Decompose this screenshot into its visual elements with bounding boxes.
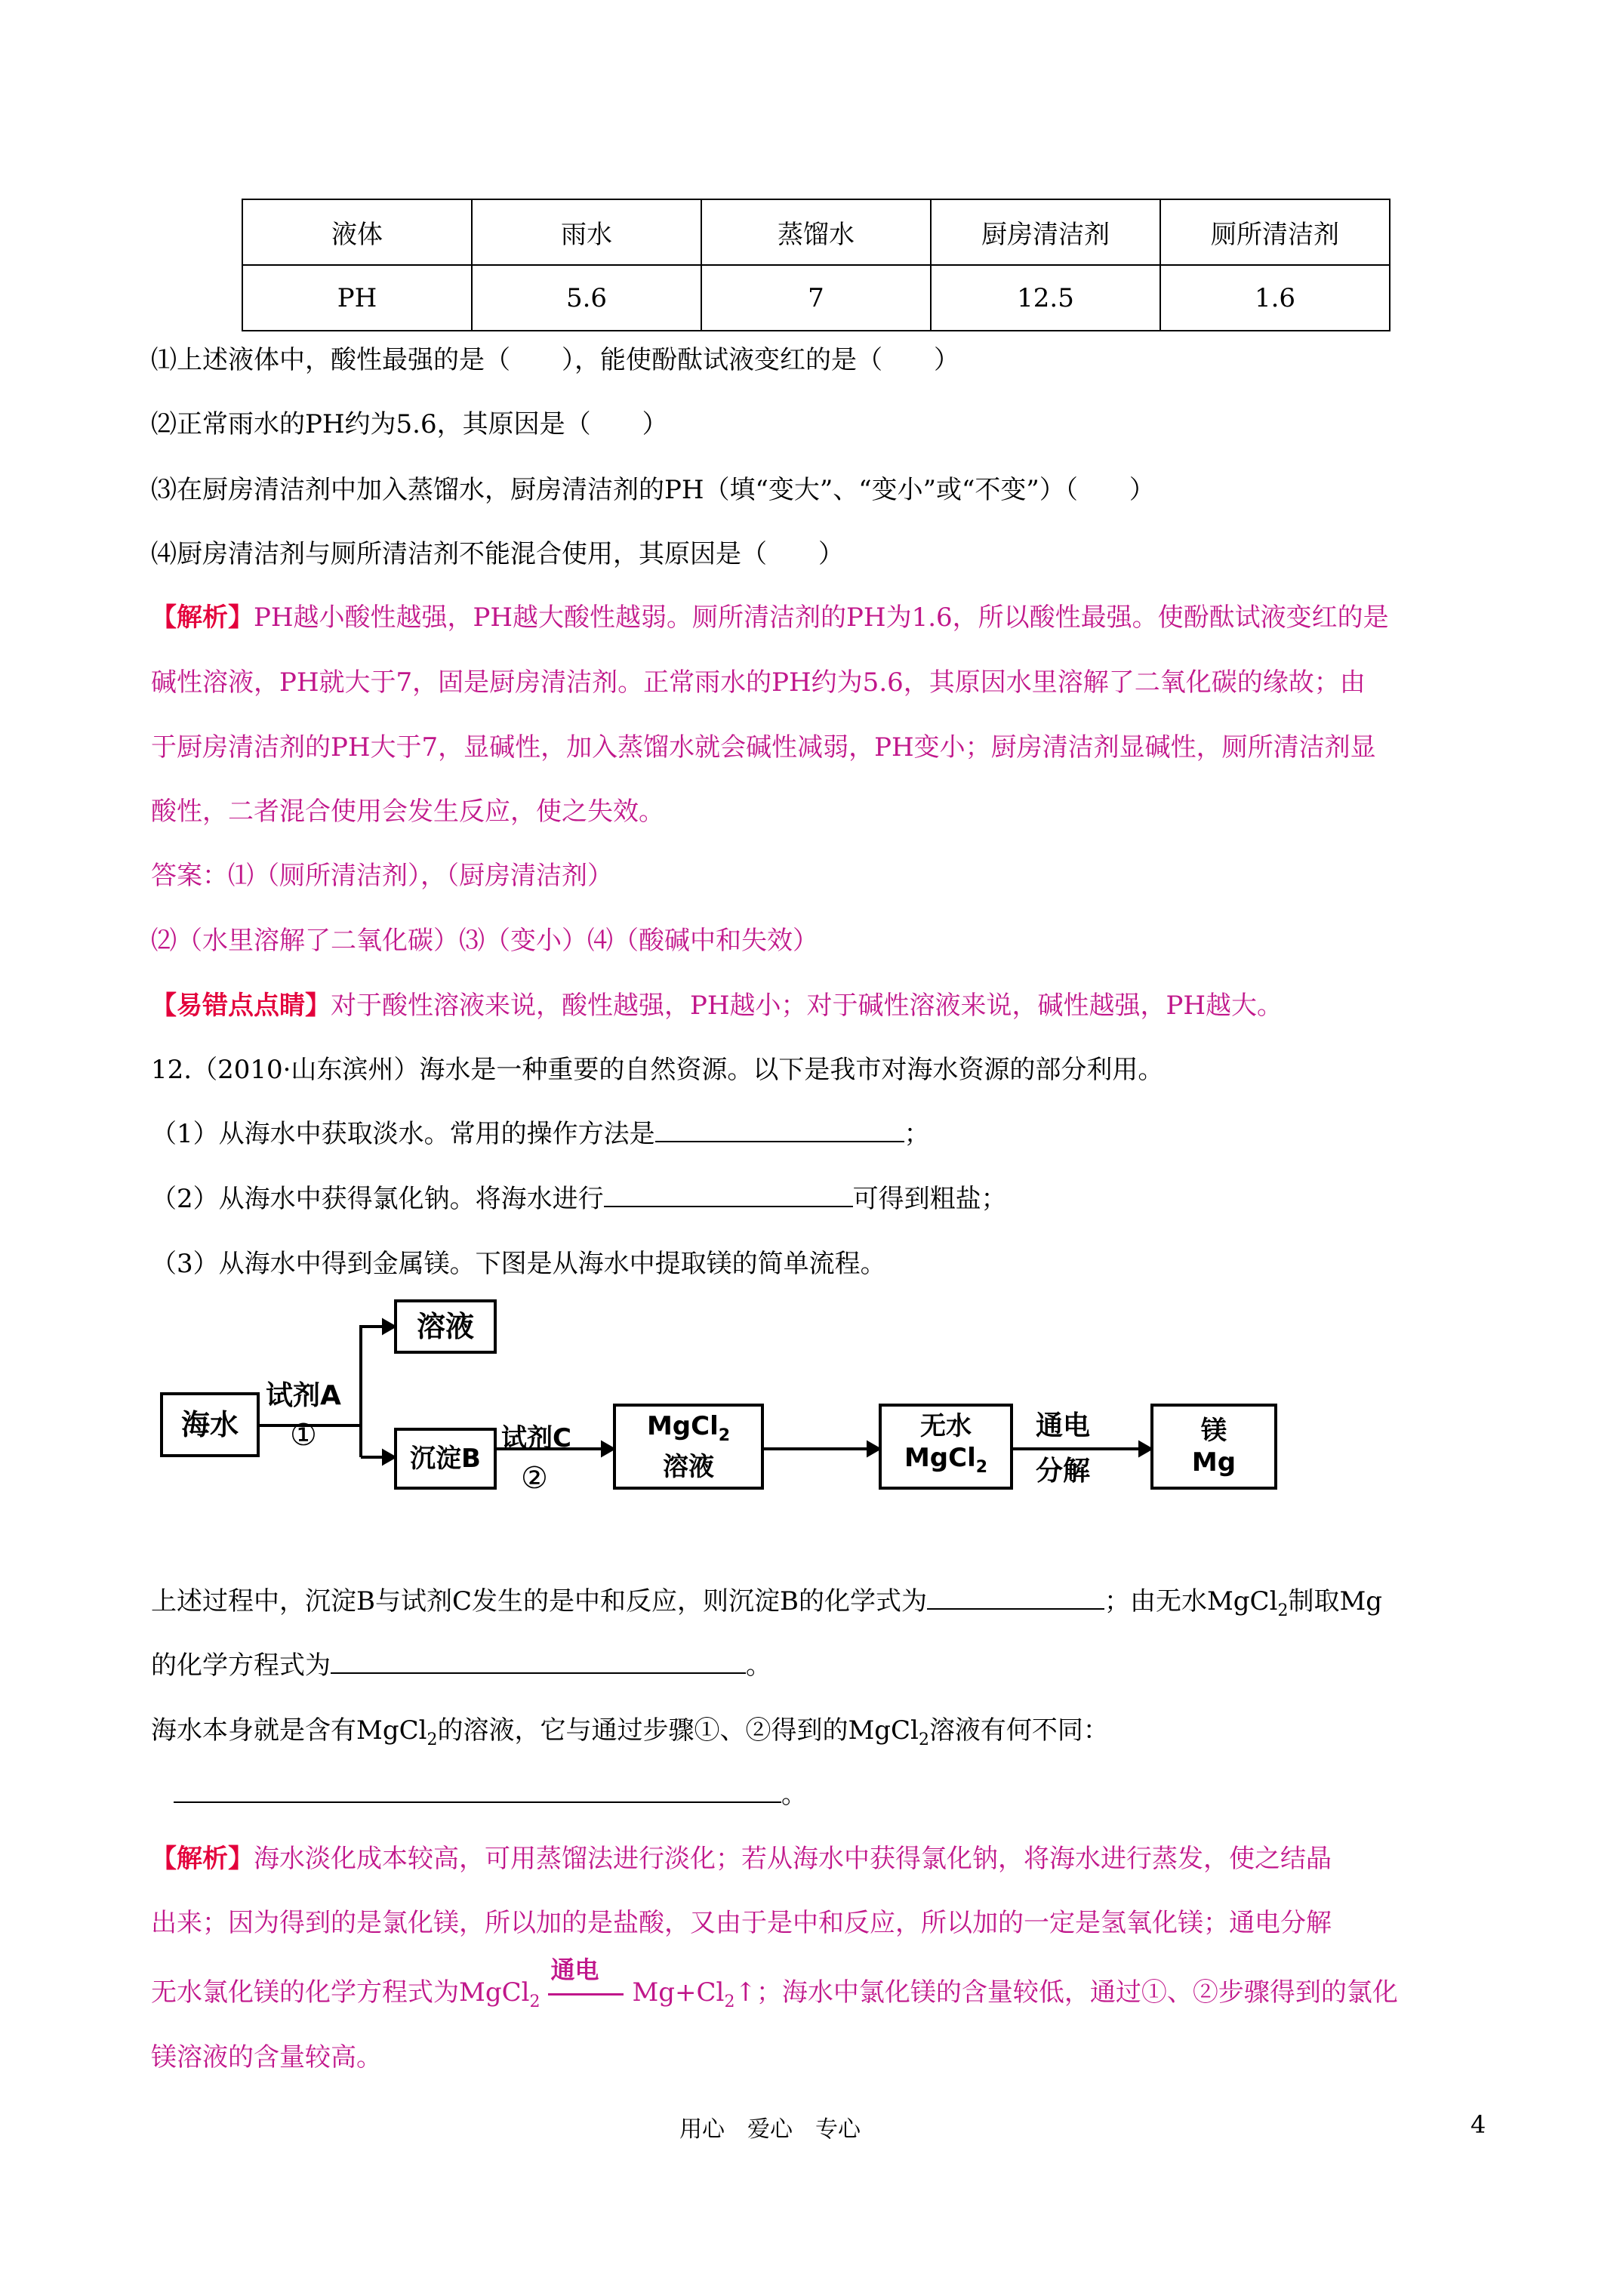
analysis-text: 无水氯化镁的化学方程式为MgCl bbox=[151, 1977, 530, 2008]
follow-up-text: 的化学方程式为 bbox=[151, 1650, 331, 1681]
formula-subscript: 2 bbox=[718, 1425, 731, 1445]
analysis-text: 海水淡化成本较高，可用蒸馏法进行淡化；若从海水中获得氯化钠，将海水进行蒸发，使之结晶 bbox=[254, 1844, 1332, 1874]
reagent-a-label: 试剂A bbox=[266, 1380, 341, 1411]
answer-line: 答案：⑴（厕所清洁剂），（厨房清洁剂） bbox=[151, 861, 613, 891]
sub-question-text: （2）从海水中获得氯化钠。将海水进行 bbox=[151, 1184, 604, 1214]
answer-blank[interactable] bbox=[174, 1779, 781, 1803]
analysis-line: 酸性，二者混合使用会发生反应，使之失效。 bbox=[151, 797, 664, 827]
step-2-label: ② bbox=[521, 1461, 548, 1496]
table-cell: 液体 bbox=[242, 199, 472, 265]
solution-box bbox=[394, 1299, 497, 1354]
table-cell: 雨水 bbox=[472, 199, 701, 265]
analysis-line: 于厨房清洁剂的PH大于7，显碱性，加入蒸馏水就会碱性减弱，PH变小；厨房清洁剂显碱性，厕所清洁剂显 bbox=[151, 732, 1376, 763]
follow-up-text: ；由无水MgCl bbox=[1104, 1586, 1278, 1616]
formula-subscript: 2 bbox=[724, 1992, 735, 2011]
follow-up-text: 的溶液，它与通过步骤①、②得到的MgCl bbox=[437, 1715, 919, 1746]
sub-question-text: 可得到粗盐； bbox=[852, 1184, 1007, 1214]
table-cell: 1.6 bbox=[1160, 265, 1390, 331]
question-4: ⑷厨房清洁剂与厕所清洁剂不能混合使用，其原因是（ ） bbox=[151, 539, 844, 569]
table-cell: 蒸馏水 bbox=[701, 199, 931, 265]
anhydrous-label: 无水 bbox=[920, 1410, 972, 1441]
sub-question-text: （1）从海水中获取淡水。常用的操作方法是 bbox=[151, 1119, 655, 1149]
reagent-c-label: 试剂C bbox=[501, 1423, 571, 1453]
reaction-condition-label: 通电 bbox=[550, 1955, 599, 1984]
analysis-line: 镁溶液的含量较高。 bbox=[151, 2042, 382, 2073]
mgcl2-solution-label: 溶液 bbox=[663, 1452, 714, 1483]
analysis-line: 碱性溶液，PH就大于7，固是厨房清洁剂。正常雨水的PH约为5.6，其原因水里溶解了二氧化碳的缘故；由 bbox=[151, 667, 1366, 698]
sub-question-3: （3）从海水中得到金属镁。下图是从海水中提取镁的简单流程。 bbox=[151, 1249, 886, 1279]
magnesium-symbol: Mg bbox=[1191, 1447, 1236, 1478]
analysis-tag: 【解析】 bbox=[151, 1844, 254, 1874]
analysis-tag: 【解析】 bbox=[151, 603, 254, 633]
follow-up-text: 上述过程中，沉淀B与试剂C发生的是中和反应，则沉淀B的化学式为 bbox=[151, 1586, 927, 1616]
mgcl2-formula bbox=[904, 1442, 987, 1484]
table-cell: 7 bbox=[701, 265, 931, 331]
answer-blank[interactable] bbox=[331, 1650, 746, 1674]
formula-subscript: 2 bbox=[975, 1457, 988, 1477]
question-12-title: 12.（2010·山东滨州）海水是一种重要的自然资源。以下是我市对海水资源的部分利用。 bbox=[151, 1055, 1164, 1085]
seawater-box bbox=[160, 1392, 260, 1457]
follow-up-line-2 bbox=[151, 1649, 771, 1682]
analysis-line bbox=[151, 1842, 1332, 1875]
electrolysis-label-bottom: 分解 bbox=[1036, 1456, 1091, 1487]
step-1-label: ① bbox=[290, 1418, 317, 1453]
analysis-line bbox=[151, 1955, 1398, 2019]
table-cell: 12.5 bbox=[931, 265, 1160, 331]
follow-up-line-4 bbox=[174, 1778, 807, 1811]
sub-question-text: ； bbox=[904, 1119, 930, 1149]
seawater-label: 海水 bbox=[180, 1408, 239, 1441]
follow-up-text: 溶液有何不同： bbox=[929, 1715, 1109, 1746]
solution-label: 溶液 bbox=[416, 1310, 474, 1343]
analysis-text: PH越小酸性越强，PH越大酸性越弱。厕所清洁剂的PH为1.6，所以酸性最强。使酚酞试液变红的是 bbox=[254, 603, 1389, 633]
electrolysis-label-top: 通电 bbox=[1036, 1410, 1091, 1441]
reaction-condition bbox=[544, 1955, 627, 2009]
table-cell: PH bbox=[242, 265, 472, 331]
follow-up-line-3 bbox=[151, 1714, 1109, 1757]
formula-text: MgCl bbox=[904, 1442, 976, 1473]
reaction-arrow-line bbox=[548, 1993, 624, 1996]
question-1: ⑴上述液体中，酸性最强的是（ ），能使酚酞试液变红的是（ ） bbox=[151, 345, 959, 375]
formula-subscript: 2 bbox=[427, 1730, 438, 1749]
precipitate-b-box bbox=[394, 1428, 497, 1490]
follow-up-text: 制取Mg bbox=[1288, 1586, 1383, 1616]
follow-up-text: 。 bbox=[746, 1650, 771, 1681]
formula-text: MgCl bbox=[646, 1410, 719, 1441]
mgcl2-solution-box bbox=[613, 1404, 764, 1490]
magnesium-label: 镁 bbox=[1201, 1416, 1227, 1446]
precipitate-b-label: 沉淀B bbox=[410, 1444, 481, 1474]
follow-up-text: 海水本身就是含有MgCl bbox=[151, 1715, 427, 1746]
answer-line: ⑵（水里溶解了二氧化碳）⑶（变小）⑷（酸碱中和失效） bbox=[151, 926, 818, 956]
question-3: ⑶在厨房清洁剂中加入蒸馏水，厨房清洁剂的PH（填“变大”、“变小”或“不变”）（ ） bbox=[151, 475, 1155, 505]
question-2: ⑵正常雨水的PH约为5.6，其原因是（ ） bbox=[151, 409, 668, 439]
tip-tag: 【易错点点睛】 bbox=[151, 991, 331, 1021]
table-cell: 5.6 bbox=[472, 265, 701, 331]
mgcl2-formula bbox=[647, 1410, 730, 1452]
table-cell: 厕所清洁剂 bbox=[1160, 199, 1390, 265]
formula-subscript: 2 bbox=[529, 1992, 540, 2011]
formula-subscript: 2 bbox=[1277, 1601, 1289, 1620]
tip-text: 对于酸性溶液来说，酸性越强，PH越小；对于碱性溶液来说，碱性越强，PH越大。 bbox=[331, 991, 1283, 1021]
analysis-text: ↑；海水中氯化镁的含量较低，通过①、②步骤得到的氯化 bbox=[735, 1977, 1398, 2008]
formula-subscript: 2 bbox=[918, 1730, 929, 1749]
footer-motto: 用心 爱心 专心 bbox=[679, 2116, 861, 2143]
magnesium-box bbox=[1150, 1404, 1277, 1490]
page-number: 4 bbox=[1471, 2110, 1486, 2139]
analysis-line: 出来；因为得到的是氯化镁，所以加的是盐酸，又由于是中和反应，所以加的一定是氢氧化镁；通电分解 bbox=[151, 1908, 1332, 1938]
analysis-text: Mg+Cl bbox=[632, 1977, 725, 2008]
answer-blank[interactable] bbox=[927, 1586, 1104, 1610]
table-cell: 厨房清洁剂 bbox=[931, 199, 1160, 265]
anhydrous-mgcl2-box bbox=[879, 1404, 1013, 1490]
follow-up-line-1 bbox=[151, 1585, 1382, 1628]
follow-up-text: 。 bbox=[781, 1780, 807, 1810]
